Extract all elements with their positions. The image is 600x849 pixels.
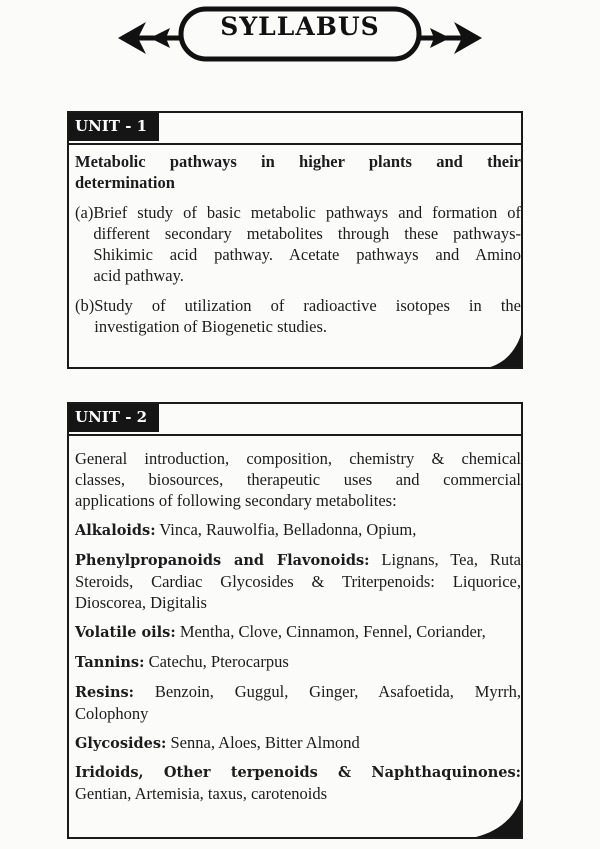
unit-1-tag: UNIT - 1: [67, 111, 159, 141]
unit-1-item-a: [75, 202, 521, 286]
item-a-label: (a): [75, 203, 94, 222]
unit-2-tag: UNIT - 2: [67, 402, 159, 432]
unit-1-heading: Metabolic pathways in higher plants and their determination: [75, 152, 521, 192]
glycosides-text: Senna, Aloes, Bitter Almond: [166, 733, 360, 752]
unit-1-corner-ornament: [481, 327, 523, 369]
alkaloids-label: Alkaloids:: [75, 522, 156, 539]
tannins-text: Catechu, Pterocarpus: [144, 652, 289, 671]
resins-label: Resins:: [75, 684, 135, 701]
unit-2-content: [75, 448, 521, 804]
iridoids-label: Iridoids, Other terpenoids & Naphthaquinones:: [75, 764, 521, 781]
unit-2-divider: [69, 434, 521, 436]
glycosides-row: [75, 732, 521, 754]
resins-line-2: Colophony: [75, 704, 149, 723]
syllabus-banner: [0, 0, 600, 70]
resins-row: [75, 681, 521, 724]
item-a-text: Brief study of basic metabolic pathways and formation of different secondary metabolites through these pathways- Shikimic acid pathway. Acetate pathways and Amino acid pathway.: [93, 203, 521, 285]
unit-2-box: [67, 402, 523, 839]
item-b-label: (b): [75, 296, 95, 315]
iridoids-text: Gentian, Artemisia, taxus, carotenoids: [75, 784, 328, 803]
phenylpropanoids-label: Phenylpropanoids and Flavonoids:: [75, 552, 370, 569]
steroids-line-2: Dioscorea, Digitalis: [75, 593, 207, 612]
resins-text: Benzoin, Guggul, Ginger, Asafoetida, Myrrh,: [134, 682, 521, 701]
tannins-label: Tannins:: [75, 654, 145, 671]
steroids-line: Steroids, Cardiac Glycosides & Triterpenoids: Liquorice,: [75, 572, 521, 591]
volatile-oils-text: Mentha, Clove, Cinnamon, Fennel, Coriander,: [175, 622, 486, 641]
unit-1-divider: [69, 143, 521, 145]
tannins-row: [75, 651, 521, 673]
unit-1-content: [75, 151, 521, 337]
phenylpropanoids-text: Lignans, Tea, Ruta: [369, 550, 521, 569]
syllabus-title: SYLLABUS: [220, 12, 380, 41]
alkaloids-row: [75, 519, 521, 541]
iridoids-row: [75, 762, 521, 804]
volatile-oils-row: [75, 621, 521, 643]
alkaloids-text: Vinca, Rauwolfia, Belladonna, Opium,: [155, 520, 417, 539]
unit-1-box: [67, 111, 523, 369]
unit-2-corner-ornament: [463, 793, 523, 839]
glycosides-label: Glycosides:: [75, 735, 167, 752]
unit-1-item-b: [75, 295, 521, 337]
phenylpropanoids-row: [75, 549, 521, 613]
item-b-text: Study of utilization of radioactive isotopes in the investigation of Biogenetic studies.: [94, 296, 521, 336]
volatile-oils-label: Volatile oils:: [75, 624, 176, 641]
unit-2-intro: General introduction, composition, chemistry & chemical classes, biosources, therapeutic uses and commercial applications of following secondary metabolites:: [75, 449, 521, 510]
